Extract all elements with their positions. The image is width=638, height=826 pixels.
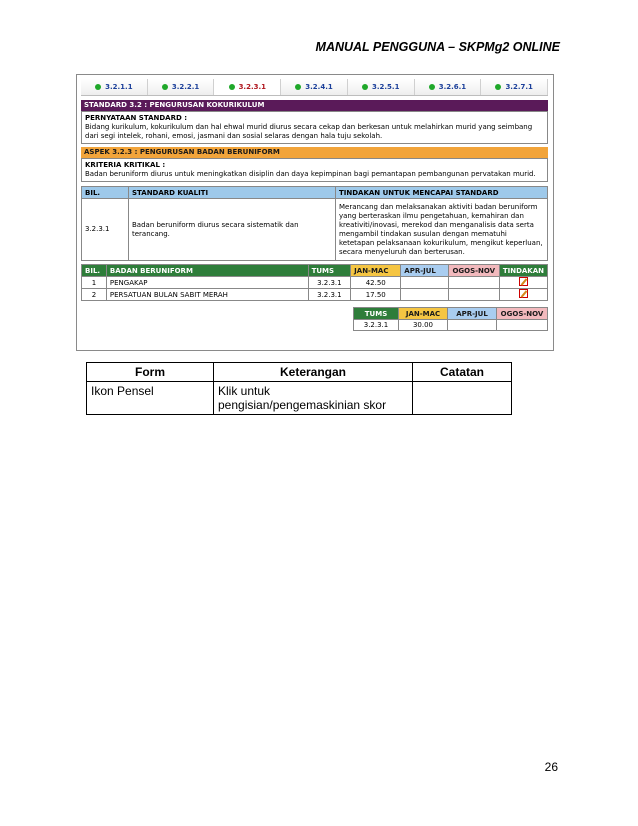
header-keterangan: Keterangan <box>214 363 413 382</box>
row-ogos-nov <box>449 289 499 301</box>
tab-3-2-1-1[interactable] <box>81 79 148 95</box>
tab-3-2-4-1[interactable] <box>281 79 348 95</box>
header-tindakan: TINDAKAN UNTUK MENCAPAI STANDARD <box>336 187 548 199</box>
header-badan-beruniform: BADAN BERUNIFORM <box>106 265 308 277</box>
header-catatan: Catatan <box>413 363 512 382</box>
row-ogos-nov <box>449 277 499 289</box>
summary-table <box>353 307 548 331</box>
kriteria-kritikal-box <box>81 158 548 182</box>
table-row <box>82 289 548 301</box>
catatan-cell <box>413 382 512 415</box>
tab-label: 3.2.2.1 <box>171 83 200 91</box>
row-bil: 2 <box>82 289 107 301</box>
summary-apr-jul <box>448 320 497 331</box>
tab-label: 3.2.5.1 <box>372 83 400 91</box>
pencil-icon[interactable] <box>519 289 528 298</box>
summary-ogos-nov <box>497 320 548 331</box>
tab-label: 3.2.1.1 <box>105 83 133 91</box>
standard-kualiti-table <box>81 186 548 261</box>
std-bil-cell: 3.2.3.1 <box>82 199 129 261</box>
green-dot-icon <box>495 84 501 90</box>
tab-label: 3.2.3.1 <box>238 83 267 91</box>
summary-tums: 3.2.3.1 <box>354 320 399 331</box>
summary-jan-mac: 30.00 <box>399 320 448 331</box>
green-dot-icon <box>362 84 368 90</box>
pernyataan-text: Bidang kurikulum, kokurikulum dan hal ehwal murid diurus secara cekap dan berkesan untuk melahirkan murid yang seimbang dari segi intelek, rohani, emosi, jasmani dan sosial selaras dengan hala tuju sekolah. <box>85 123 533 140</box>
green-dot-icon <box>229 84 235 90</box>
summary-header-ogos-nov: OGOS-NOV <box>497 308 548 320</box>
tab-3-2-2-1[interactable] <box>148 79 215 95</box>
embedded-screenshot <box>76 74 554 351</box>
page-number: 26 <box>544 760 558 774</box>
kriteria-text: Badan beruniform diurus untuk meningkatkan disiplin dan daya kepimpinan bagi pemantapan pembangunan pervatakan murid. <box>85 170 536 178</box>
tab-3-2-3-1[interactable] <box>214 79 281 95</box>
tab-3-2-6-1[interactable] <box>415 79 482 95</box>
table-row <box>87 382 512 415</box>
badan-beruniform-table <box>81 264 548 301</box>
tab-label: 3.2.6.1 <box>438 83 467 91</box>
green-dot-icon <box>162 84 168 90</box>
form-description-table <box>86 362 512 415</box>
green-dot-icon <box>429 84 435 90</box>
aspek-bar: ASPEK 3.2.3 : PENGURUSAN BADAN BERUNIFORM <box>81 147 548 158</box>
row-jan-mac: 17.50 <box>351 289 401 301</box>
header-standard-kualiti: STANDARD KUALITI <box>129 187 336 199</box>
tab-label: 3.2.7.1 <box>505 83 533 91</box>
row-tindakan <box>499 289 547 301</box>
pernyataan-standard-box <box>81 111 548 144</box>
tab-3-2-5-1[interactable] <box>348 79 415 95</box>
std-kualiti-cell: Badan beruniform diurus secara sistematik dan terancang. <box>129 199 336 261</box>
row-tums: 3.2.3.1 <box>308 277 351 289</box>
row-tindakan <box>499 277 547 289</box>
header-bil: BIL. <box>82 265 107 277</box>
kriteria-label: KRITERIA KRITIKAL : <box>85 161 166 169</box>
summary-header-tums: TUMS <box>354 308 399 320</box>
green-dot-icon <box>295 84 301 90</box>
std-tindakan-cell: Merancang dan melaksanakan aktiviti badan beruniform yang berteraskan ilmu pengetahuan, kemahiran dan kreativiti/inovasi, merekod dan menganalisis data serta mengambil tindakan susulan dengan mematuhi ketetapan pelaksanaan kokurikulum, mengikut keperluan, secara menyeluruh dan berterusan. <box>336 199 548 261</box>
tab-3-2-7-1[interactable] <box>481 79 548 95</box>
row-apr-jul <box>401 289 449 301</box>
standard-bar: STANDARD 3.2 : PENGURUSAN KOKURIKULUM <box>81 100 548 111</box>
tab-label: 3.2.4.1 <box>305 83 333 91</box>
row-tums: 3.2.3.1 <box>308 289 351 301</box>
header-ogos-nov: OGOS-NOV <box>449 265 499 277</box>
header-form: Form <box>87 363 214 382</box>
document-header-title: MANUAL PENGGUNA – SKPMg2 ONLINE <box>315 40 560 54</box>
tab-strip <box>81 79 548 96</box>
row-bil: 1 <box>82 277 107 289</box>
header-tindakan: TINDAKAN <box>499 265 547 277</box>
row-jan-mac: 42.50 <box>351 277 401 289</box>
green-dot-icon <box>95 84 101 90</box>
keterangan-cell: Klik untuk pengisian/pengemaskinian skor <box>214 382 413 415</box>
pencil-icon[interactable] <box>519 277 528 286</box>
row-nama: PENGAKAP <box>106 277 308 289</box>
table-row <box>82 277 548 289</box>
row-nama: PERSATUAN BULAN SABIT MERAH <box>106 289 308 301</box>
summary-header-jan-mac: JAN-MAC <box>399 308 448 320</box>
summary-header-apr-jul: APR-JUL <box>448 308 497 320</box>
header-apr-jul: APR-JUL <box>401 265 449 277</box>
header-jan-mac: JAN-MAC <box>351 265 401 277</box>
pernyataan-label: PERNYATAAN STANDARD : <box>85 114 188 122</box>
form-cell: Ikon Pensel <box>87 382 214 415</box>
row-apr-jul <box>401 277 449 289</box>
header-tums: TUMS <box>308 265 351 277</box>
header-bil: BIL. <box>82 187 129 199</box>
